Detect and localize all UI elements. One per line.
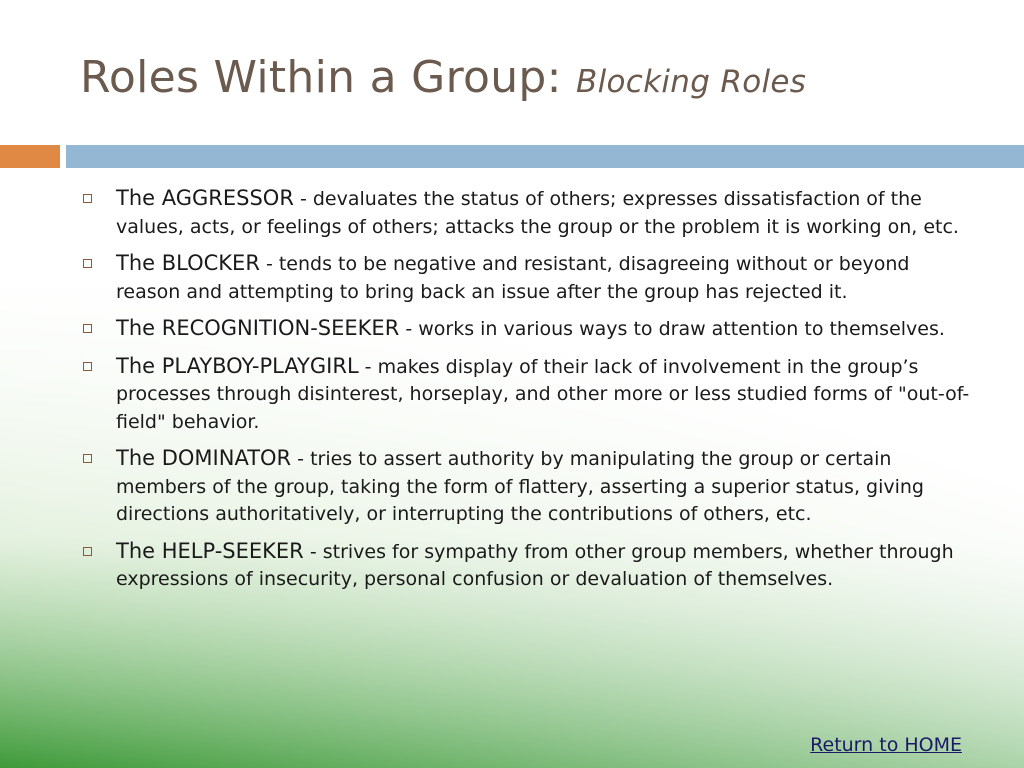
role-name: The BLOCKER [116,251,260,275]
role-description: - tries to assert authority by manipulating the group or certain members of the group, taking the form of flattery, asserting a superior status, giving directions authoritatively, or interrupting the contributions of others, etc. [116,448,924,525]
roles-list [80,185,975,603]
role-name: The AGGRESSOR [116,186,294,210]
square-bullet-icon [83,259,92,268]
accent-bar-blue [66,145,1024,168]
square-bullet-icon [83,547,92,556]
role-name: The HELP-SEEKER [116,538,304,563]
slide-title [80,52,806,103]
role-description: - makes display of their lack of involvement in the group’s processes through disinterest, horseplay, and other more or less studied forms of "out-of-field" behavior. [116,355,970,433]
role-name: The DOMINATOR [116,446,292,470]
list-item-recognition-seeker [80,315,975,344]
title-main: Roles Within a Group: [80,52,562,103]
role-name: The RECOGNITION-SEEKER [116,316,400,340]
role-description: - devaluates the status of others; expresses dissatisfaction of the values, acts, or feelings of others; attacks the group or the problem it is working on, etc. [116,188,959,238]
role-description: - strives for sympathy from other group members, whether through expressions of insecurity, personal confusion or devaluation of themselves. [116,540,954,590]
list-item-help-seeker [80,538,975,594]
role-description: - tends to be negative and resistant, disagreeing without or beyond reason and attempting to bring back an issue after the group has rejected it. [116,253,910,303]
list-item-playboy-playgirl [80,353,975,437]
square-bullet-icon [83,194,92,203]
role-description: - works in various ways to draw attention to themselves. [399,318,945,340]
accent-bar-orange [0,145,60,168]
list-item-blocker [80,250,975,306]
square-bullet-icon [83,454,92,463]
title-subtitle: Blocking Roles [576,64,807,100]
list-item-aggressor [80,185,975,241]
square-bullet-icon [83,362,92,371]
role-name: The PLAYBOY-PLAYGIRL [116,353,359,378]
square-bullet-icon [83,324,92,333]
return-home-link[interactable]: Return to HOME [810,734,962,756]
list-item-dominator [80,445,975,529]
